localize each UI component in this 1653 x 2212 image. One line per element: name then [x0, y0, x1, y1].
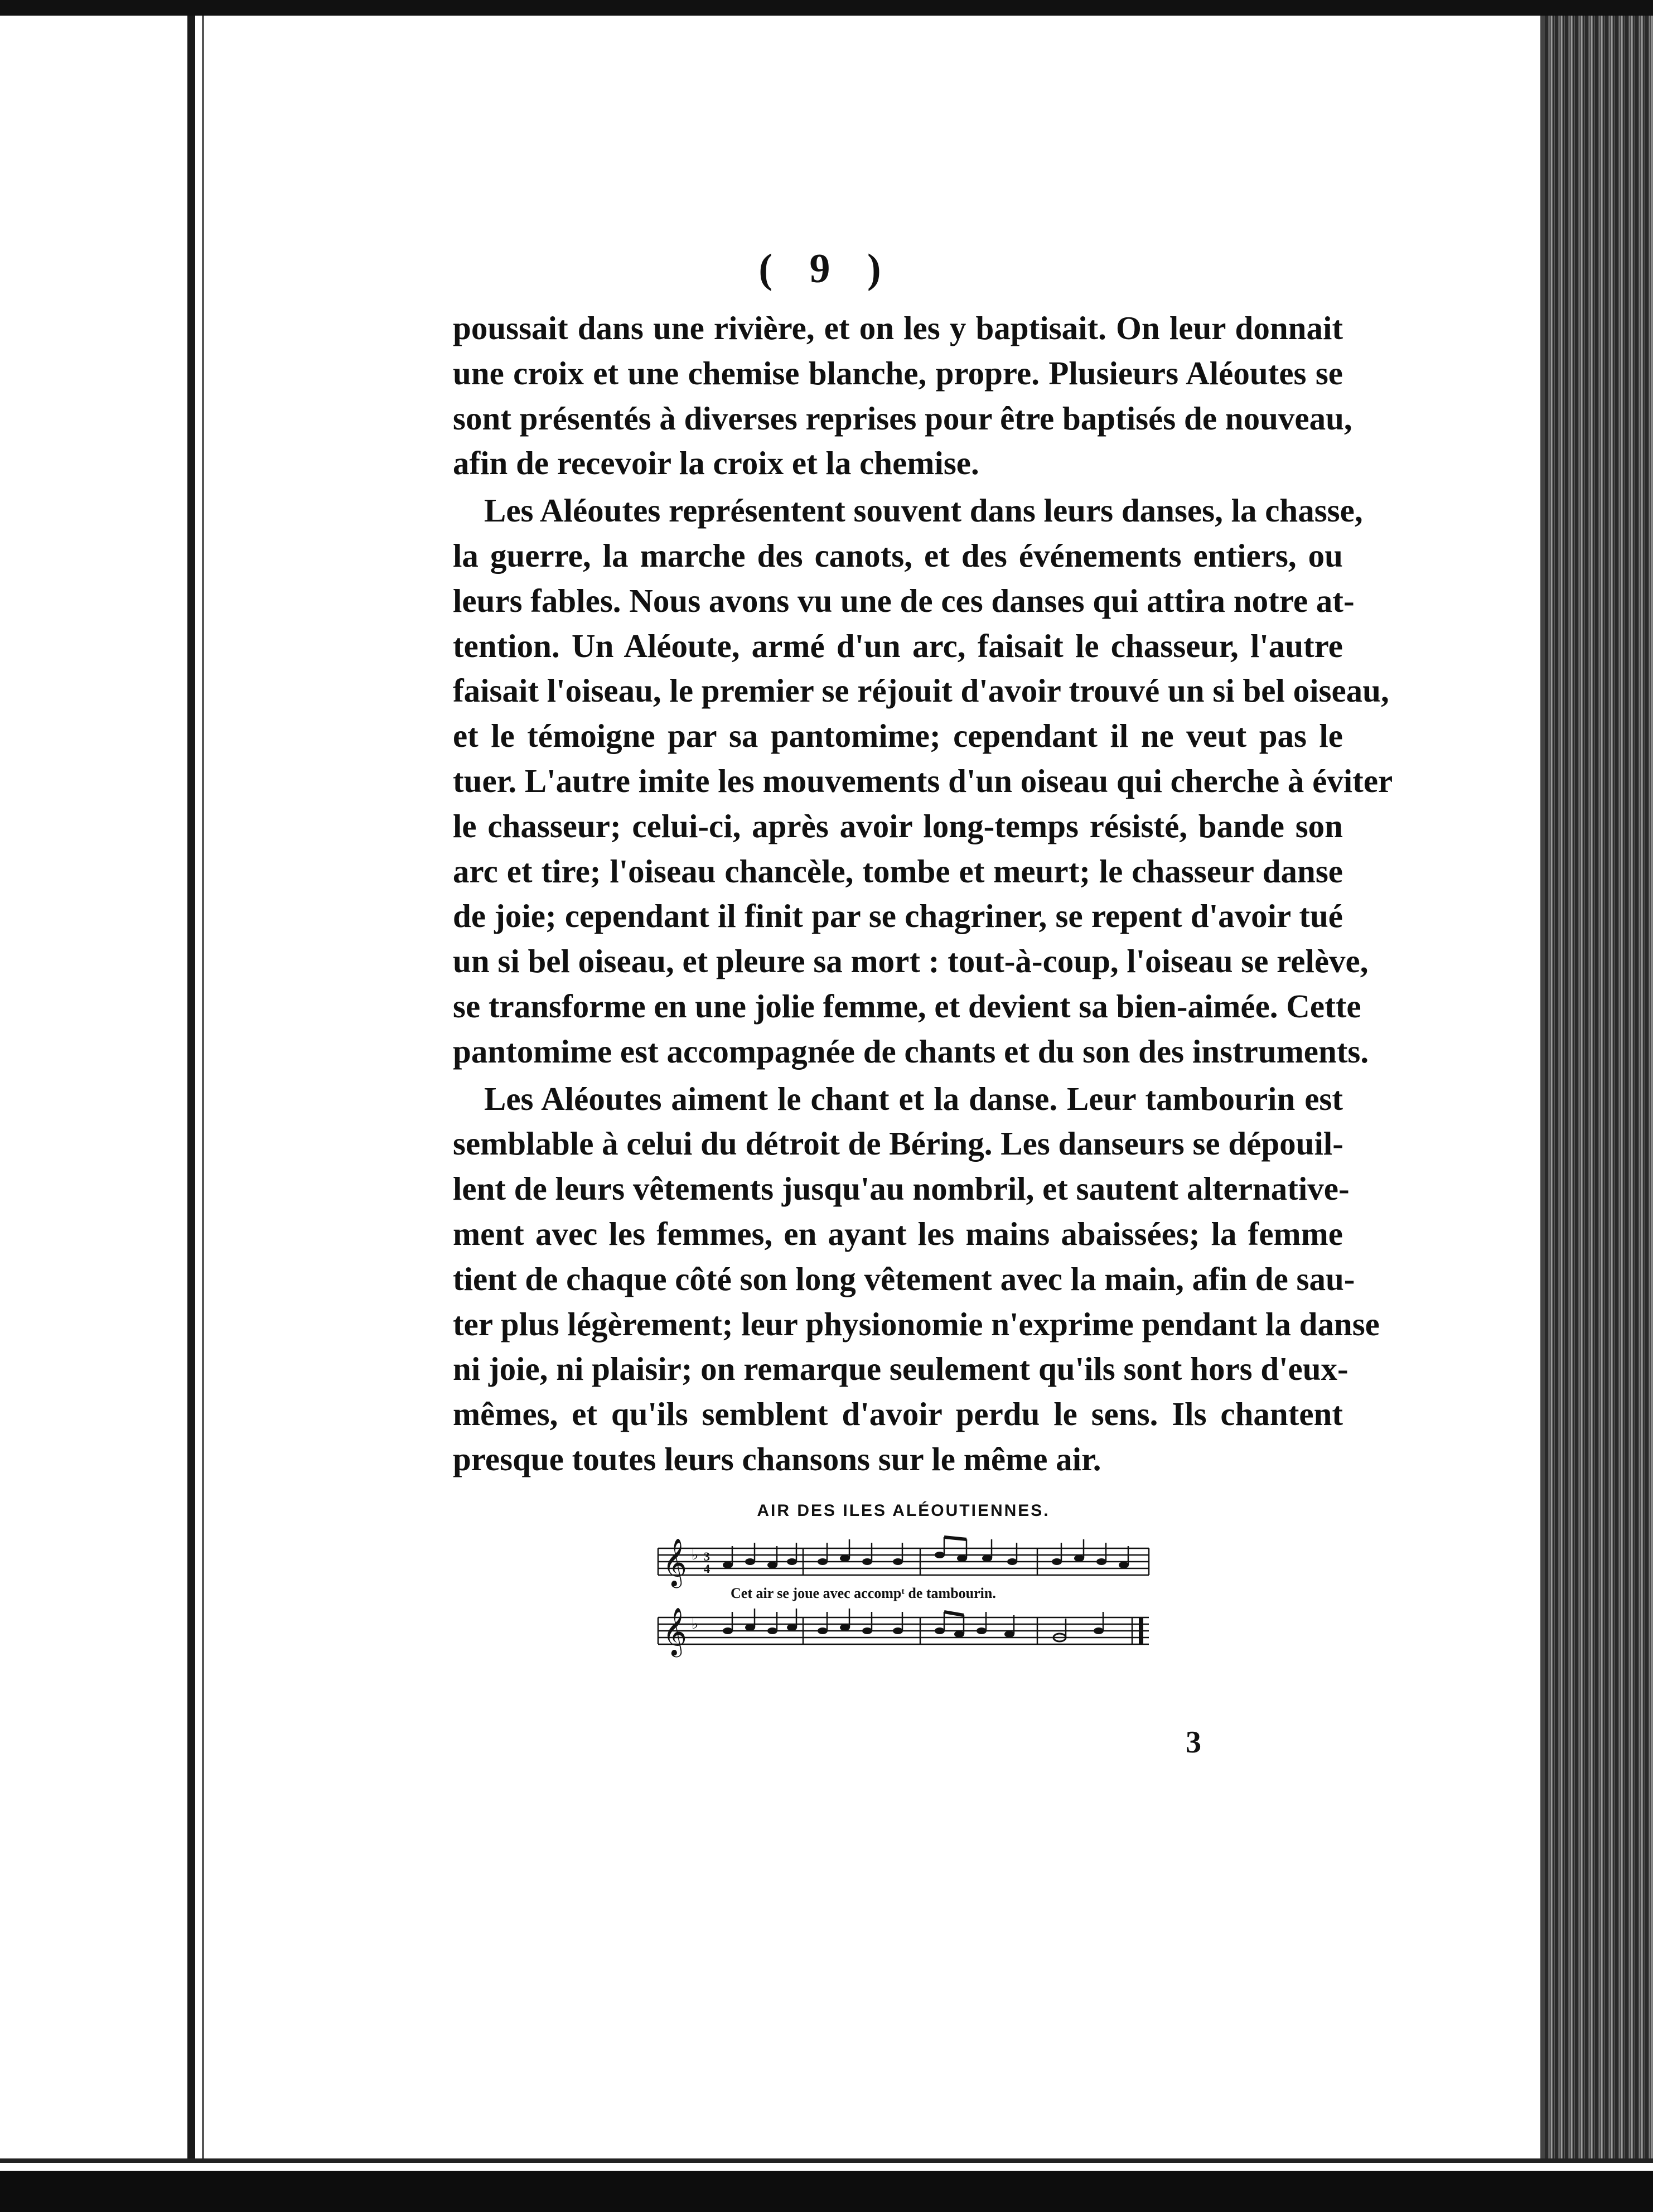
text-line: se transforme en une jolie femme, et devient sa bien-aimée. Cette [453, 987, 1361, 1025]
body-text [453, 306, 1393, 1484]
text-line: ter plus légèrement; leur physionomie n'exprime pendant la danse [453, 1305, 1380, 1342]
music-staff-graphic [652, 1495, 1154, 1673]
scan-border-bottom [0, 2171, 1653, 2212]
svg-text:3: 3 [704, 1549, 710, 1563]
text-line: ni joie, ni plaisir; on remarque seulement qu'ils sont hors d'eux- [453, 1350, 1348, 1388]
svg-text:4: 4 [704, 1562, 710, 1576]
page-number: ( 9 ) [758, 246, 895, 292]
music-score [652, 1495, 1154, 1673]
scan-border-line [0, 2158, 1653, 2163]
text-line: afin de recevoir la croix et la chemise. [453, 445, 979, 482]
text-line: de joie; cependant il finit par se chagriner, se repent d'avoir tué [453, 897, 1343, 935]
svg-text:𝄞: 𝄞 [663, 1538, 687, 1586]
book-spine [1545, 16, 1653, 2158]
text-line: tention. Un Aléoute, armé d'un arc, faisait le chasseur, l'autre [453, 627, 1343, 664]
text-line: Les Aléoutes représentent souvent dans leurs danses, la chasse, [484, 492, 1363, 529]
text-line: faisait l'oiseau, le premier se réjouit d'avoir trouvé un si bel oiseau, [453, 672, 1389, 709]
text-line: la guerre, la marche des canots, et des événements entiers, ou [453, 537, 1343, 574]
book-spine-edge [1540, 16, 1545, 2158]
text-line: leurs fables. Nous avons vu une de ces danses qui attira notre at- [453, 582, 1355, 619]
page-left-edge-shadow [202, 16, 204, 2158]
svg-text:♭: ♭ [692, 1547, 699, 1563]
text-line: tuer. L'autre imite les mouvements d'un oiseau qui cherche à éviter [453, 762, 1393, 799]
text-line: le chasseur; celui-ci, après avoir long-temps résisté, bande son [453, 807, 1343, 844]
text-line: poussait dans une rivière, et on les y baptisait. On leur donnait [453, 310, 1343, 346]
text-line: presque toutes leurs chansons sur le même air. [453, 1440, 1101, 1477]
text-line: lent de leurs vêtements jusqu'au nombril, et sautent alternative- [453, 1170, 1350, 1208]
scan-border-top [0, 0, 1653, 16]
svg-text:𝄞: 𝄞 [663, 1607, 687, 1655]
text-line: arc et tire; l'oiseau chancèle, tombe et meurt; le chasseur danse [453, 852, 1343, 890]
text-line: ment avec les femmes, en ayant les mains abaissées; la femme [453, 1215, 1343, 1252]
text-line: mêmes, et qu'ils semblent d'avoir perdu le sens. Ils chantent [453, 1395, 1343, 1433]
page-left-edge [187, 16, 195, 2158]
paragraph-2 [453, 488, 1393, 1074]
text-line: une croix et une chemise blanche, propre. Plusieurs Aléoutes se [453, 354, 1343, 392]
music-caption: Cet air se joue avec accompᵗ de tambourin. [731, 1585, 996, 1601]
text-line: un si bel oiseau, et pleure sa mort : tout-à-coup, l'oiseau se relève, [453, 943, 1369, 980]
svg-text:♭: ♭ [692, 1616, 699, 1633]
text-line: semblable à celui du détroit de Béring. Les danseurs se dépouil- [453, 1125, 1343, 1162]
text-line: Les Aléoutes aiment le chant et la danse. Leur tambourin est [484, 1080, 1343, 1117]
text-line: sont présentés à diverses reprises pour être baptisés de nouveau, [453, 399, 1352, 437]
text-line: pantomime est accompagnée de chants et du son des instruments. [453, 1032, 1369, 1070]
text-line: et le témoigne par sa pantomime; cependant il ne veut pas le [453, 717, 1343, 755]
paragraph-1 [453, 306, 1352, 486]
text-line: tient de chaque côté son long vêtement avec la main, afin de sau- [453, 1260, 1355, 1297]
paragraph-3 [453, 1076, 1380, 1482]
signature-mark: 3 [1186, 1725, 1201, 1760]
music-title: AIR DES ILES ALÉOUTIENNES. [757, 1501, 1050, 1520]
